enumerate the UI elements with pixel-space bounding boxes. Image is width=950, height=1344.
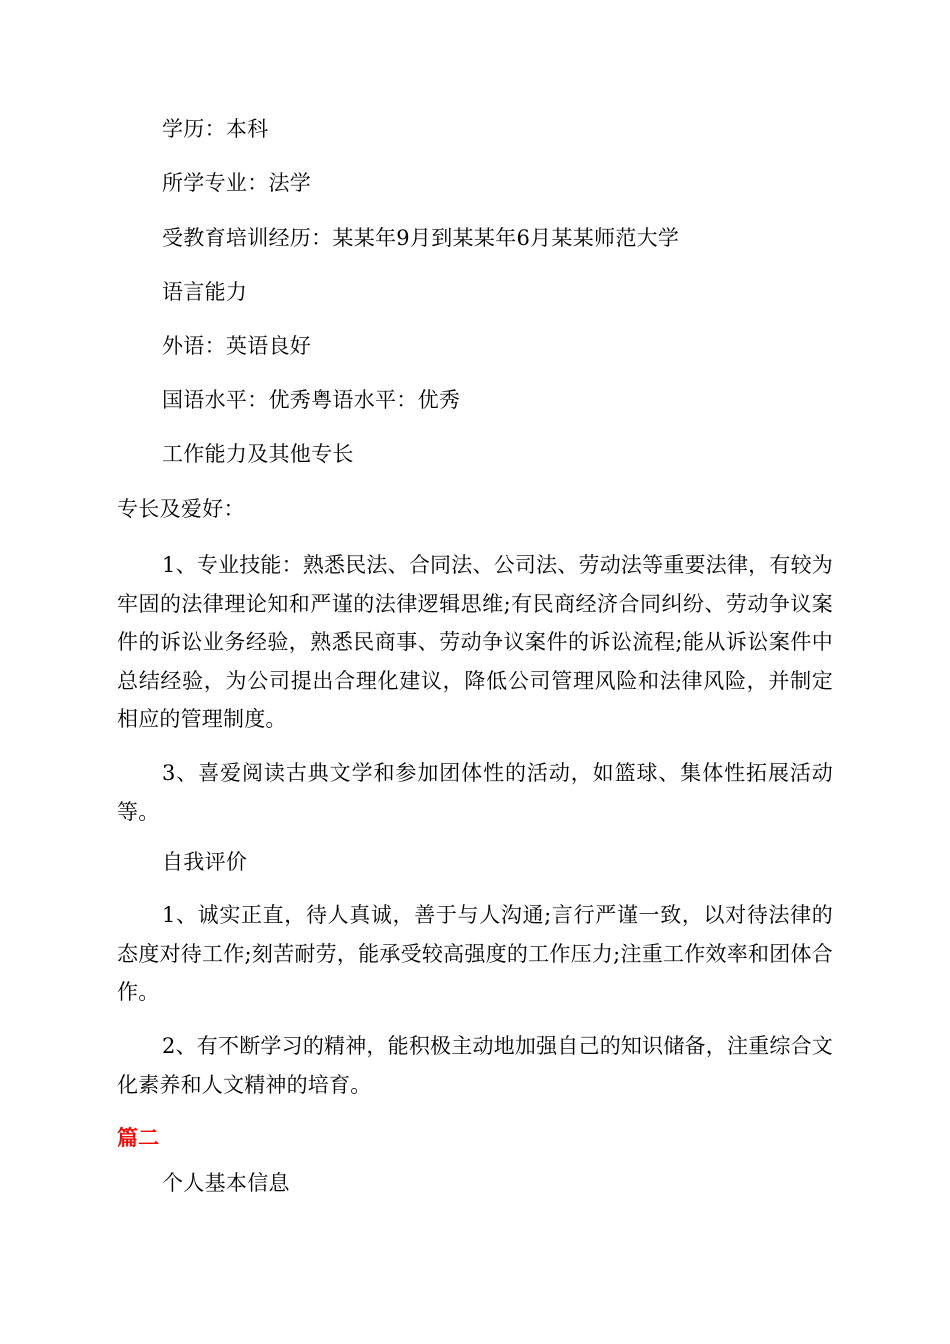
- section-title: 篇二: [117, 1126, 159, 1150]
- language-heading: 语言能力: [162, 280, 248, 304]
- education-line: 学历：本科: [162, 117, 269, 141]
- major-line: 所学专业：法学: [162, 171, 312, 195]
- dialects-line: 国语水平：优秀粤语水平：优秀: [162, 388, 461, 412]
- basic-info-heading: 个人基本信息: [162, 1171, 290, 1195]
- eval-paragraph-1: 1、诚实正直，待人真诚，善于与人沟通;言行严谨一致，以对待法律的态度对待工作;刻苦耐劳，能承受较高强度的工作压力;注重工作效率和团体合作。: [117, 903, 833, 1004]
- self-eval-heading: 自我评价: [162, 850, 248, 874]
- work-ability-heading: 工作能力及其他专长: [162, 442, 354, 466]
- training-line: 受教育培训经历：某某年9月到某某年6月某某师范大学: [162, 226, 680, 250]
- skill-paragraph-1: 1、专业技能：熟悉民法、合同法、公司法、劳动法等重要法律，有较为牢固的法律理论知和严谨的法律逻辑思维;有民商经济合同纠纷、劳动争议案件的诉讼业务经验，熟悉民商事、劳动争议案件的诉讼流程;能从诉讼案件中总结经验，为公司提出合理化建议，降低公司管理风险和法律风险，并制定相应的管理制度。: [117, 553, 833, 731]
- skill-paragraph-3: 3、喜爱阅读古典文学和参加团体性的活动，如篮球、集体性拓展活动等。: [117, 761, 833, 824]
- skills-heading: 专长及爱好：: [117, 497, 245, 521]
- foreign-language-line: 外语：英语良好: [162, 334, 312, 358]
- eval-paragraph-2: 2、有不断学习的精神，能积极主动地加强自己的知识储备，注重综合文化素养和人文精神的培育。: [117, 1034, 833, 1097]
